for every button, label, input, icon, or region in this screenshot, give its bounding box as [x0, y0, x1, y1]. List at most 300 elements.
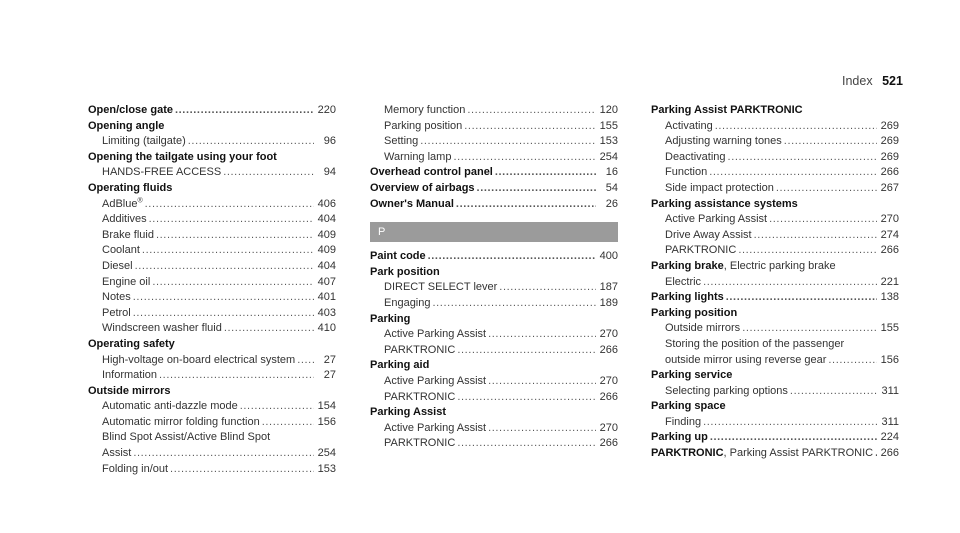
entry-text [88, 337, 175, 353]
dot-leader [477, 181, 596, 197]
entry-text [665, 275, 701, 291]
entry-label: Opening the tailgate using your foot [88, 150, 277, 163]
entry-label: Outside mirrors [665, 322, 741, 335]
entry-text [665, 415, 701, 431]
dot-leader [433, 296, 597, 312]
page-ref[interactable]: 266 [880, 447, 899, 460]
index-subentry[interactable] [370, 327, 618, 343]
index-subentry[interactable] [370, 374, 618, 390]
page-ref[interactable]: 153 [599, 135, 618, 148]
entry-text [665, 353, 826, 369]
index-subentry[interactable] [651, 275, 899, 291]
dot-leader [875, 446, 877, 462]
page-ref[interactable]: 404 [317, 259, 336, 272]
index-subentry[interactable] [370, 280, 618, 296]
index-heading[interactable] [370, 181, 618, 197]
dot-leader [133, 446, 314, 462]
entry-label: Overhead control panel [370, 166, 493, 179]
index-heading [651, 368, 899, 384]
page-ref[interactable]: 404 [317, 213, 336, 226]
entry-text [384, 150, 451, 166]
index-subentry[interactable] [370, 119, 618, 135]
index-subentry[interactable] [88, 368, 336, 384]
index-heading [651, 306, 899, 322]
page-ref[interactable]: 155 [599, 119, 618, 132]
page-ref[interactable]: 266 [599, 343, 618, 356]
entry-label: Information [102, 369, 158, 382]
entry-label: Open/close gate [88, 104, 173, 116]
dot-leader [726, 290, 877, 306]
entry-text [102, 415, 260, 431]
entry-text [665, 165, 707, 181]
entry-text [384, 280, 497, 296]
index-subentry[interactable] [370, 134, 618, 150]
dot-leader [133, 306, 314, 322]
page-ref[interactable]: 269 [880, 135, 899, 148]
entry-label: Finding [665, 415, 702, 428]
entry-text [665, 150, 726, 166]
page-ref[interactable]: 270 [599, 374, 618, 387]
entry-label: PARKTRONIC [665, 244, 737, 257]
entry-label: Warning lamp [384, 150, 452, 163]
index-subentry[interactable] [88, 197, 336, 213]
entry-label: Diesel [102, 259, 133, 272]
page-ref[interactable]: 224 [880, 431, 899, 444]
entry-label: Coolant [102, 244, 140, 257]
entry-text [370, 197, 454, 213]
entry-label: Engaging [384, 296, 431, 309]
page-ref[interactable]: 266 [599, 390, 618, 403]
entry-label: Parking space [651, 400, 726, 413]
dot-leader [467, 103, 596, 119]
index-subentry[interactable] [88, 259, 336, 275]
entry-text [88, 119, 164, 135]
index-subentry[interactable] [651, 321, 899, 337]
dot-leader [488, 374, 596, 390]
index-heading [651, 103, 899, 119]
index-heading[interactable] [651, 290, 899, 306]
dot-leader [170, 462, 314, 478]
dot-leader [457, 436, 596, 452]
entry-text [384, 327, 486, 343]
index-subentry[interactable] [370, 103, 618, 119]
dot-leader [488, 421, 596, 437]
entry-label: Notes [102, 291, 131, 304]
entry-text [651, 446, 873, 462]
page-ref[interactable]: 156 [317, 415, 336, 428]
dot-leader [428, 249, 596, 265]
entry-text [102, 353, 295, 369]
entry-text [102, 165, 221, 181]
dot-leader [709, 165, 877, 181]
dot-leader [776, 181, 877, 197]
index-subentry[interactable] [88, 134, 336, 150]
entry-label: Setting [384, 135, 419, 148]
entry-text [651, 259, 836, 275]
page-ref[interactable]: 120 [599, 104, 618, 116]
entry-text [651, 368, 732, 384]
dot-leader [769, 212, 877, 228]
entry-label: Paint code [370, 250, 426, 263]
entry-text [665, 243, 736, 259]
entry-label: AdBlue [102, 197, 138, 210]
dot-leader [142, 243, 314, 259]
dot-leader [175, 103, 314, 119]
entry-see-also: , Electric parking brake [723, 259, 836, 272]
dot-leader [457, 390, 596, 406]
entry-text [102, 290, 131, 306]
index-subentry[interactable] [651, 228, 899, 244]
page-ref[interactable]: 400 [599, 250, 618, 263]
dot-leader [728, 150, 877, 166]
index-heading[interactable] [370, 249, 618, 265]
dot-leader [152, 275, 314, 291]
dot-leader [149, 212, 314, 228]
index-column-2 [370, 103, 618, 452]
entry-label: Parking lights [651, 291, 724, 304]
entry-label: Parking position [384, 119, 463, 132]
page-ref[interactable]: 187 [599, 281, 618, 294]
entry-label: Selecting parking options [665, 384, 788, 397]
index-heading [88, 119, 336, 135]
entry-label: Active Parking Assist [665, 213, 768, 226]
entry-label: Deactivating [665, 150, 726, 163]
index-subentry[interactable] [370, 390, 618, 406]
page-ref[interactable]: 153 [317, 462, 336, 475]
page-ref[interactable]: 266 [599, 437, 618, 450]
entry-label: outside mirror using reverse gear [665, 353, 827, 366]
index-subentry[interactable] [370, 343, 618, 359]
page-ref[interactable]: 401 [317, 291, 336, 304]
entry-text [665, 321, 740, 337]
page-ref[interactable]: 254 [599, 150, 618, 163]
entry-label: Electric [665, 275, 702, 288]
index-heading [651, 399, 899, 415]
entry-text [384, 374, 486, 390]
entry-text [102, 368, 157, 384]
index-subentry[interactable] [88, 212, 336, 228]
dot-leader [464, 119, 596, 135]
entry-text [102, 243, 140, 259]
entry-label: Drive Away Assist [665, 228, 752, 241]
entry-label: Limiting (tailgate) [102, 135, 186, 148]
entry-label: Outside mirrors [88, 384, 171, 397]
dot-leader [488, 327, 596, 343]
dot-leader [703, 275, 877, 291]
page-ref[interactable]: 270 [880, 213, 899, 226]
index-heading [88, 337, 336, 353]
entry-text [370, 265, 440, 281]
entry-text [370, 358, 429, 374]
index-heading [88, 181, 336, 197]
entry-label: Memory function [384, 104, 466, 116]
index-heading [370, 405, 618, 421]
dot-leader [703, 415, 877, 431]
entry-label: Parking Assist [370, 406, 447, 419]
index-subentry[interactable] [370, 436, 618, 452]
index-subentry[interactable] [88, 306, 336, 322]
index-subentry[interactable] [651, 384, 899, 400]
index-heading [370, 312, 618, 328]
index-heading [88, 150, 336, 166]
entry-label: Operating safety [88, 337, 175, 350]
page-ref[interactable]: 266 [880, 244, 899, 257]
entry-text [102, 259, 133, 275]
page-ref[interactable]: 96 [323, 135, 336, 148]
entry-label: Brake fluid [102, 228, 154, 241]
index-subentry[interactable] [88, 243, 336, 259]
entry-text [370, 249, 426, 265]
index-subentry[interactable] [370, 296, 618, 312]
entry-text [384, 390, 455, 406]
index-subentry[interactable] [88, 415, 336, 431]
index-subentry[interactable] [651, 353, 899, 369]
entry-text [102, 212, 147, 228]
index-subentry[interactable] [88, 462, 336, 478]
entry-label: Petrol [102, 306, 131, 319]
index-heading [370, 265, 618, 281]
entry-label: Parking up [651, 431, 708, 444]
entry-text [88, 384, 171, 400]
entry-text [370, 312, 410, 328]
index-subentry[interactable] [651, 181, 899, 197]
index-subentry[interactable] [651, 119, 899, 135]
page-ref[interactable]: 155 [880, 322, 899, 335]
index-heading[interactable] [651, 430, 899, 446]
entry-label: Parking service [651, 369, 733, 382]
entry-text [384, 421, 486, 437]
page-ref[interactable]: 410 [317, 322, 336, 335]
index-heading[interactable] [651, 446, 899, 462]
entry-label: PARKTRONIC [384, 437, 456, 450]
dot-leader [297, 353, 314, 369]
page-ref[interactable]: 16 [605, 166, 618, 179]
page-ref[interactable]: 269 [880, 119, 899, 132]
page-ref[interactable]: 220 [317, 104, 336, 116]
entry-label: Additives [102, 213, 147, 226]
index-continuation [651, 337, 899, 353]
entry-label: Opening angle [88, 119, 165, 132]
page-ref[interactable]: 266 [880, 166, 899, 179]
page-header [842, 74, 903, 88]
index-subentry[interactable] [88, 321, 336, 337]
page-ref[interactable]: 138 [880, 291, 899, 304]
entry-label: Assist [102, 447, 132, 460]
entry-text [370, 165, 493, 181]
dot-leader [499, 280, 596, 296]
index-subentry[interactable] [88, 165, 336, 181]
entry-label: Function [665, 166, 708, 179]
entry-label: Parking Assist PARKTRONIC [651, 104, 803, 116]
index-column-3 [651, 103, 899, 462]
entry-text [102, 430, 270, 446]
entry-label: Parking position [651, 306, 738, 319]
entry-text [102, 134, 186, 150]
index-heading [88, 384, 336, 400]
page-ref[interactable]: 311 [881, 415, 899, 428]
page-ref[interactable]: 27 [323, 353, 336, 366]
dot-leader [738, 243, 877, 259]
index-heading[interactable] [88, 103, 336, 119]
index-heading[interactable] [370, 197, 618, 213]
entry-label: Active Parking Assist [384, 374, 487, 387]
dot-leader [262, 415, 314, 431]
index-subentry[interactable] [651, 134, 899, 150]
entry-text [665, 337, 844, 353]
entry-text [651, 306, 737, 322]
page-ref[interactable]: 269 [880, 150, 899, 163]
entry-text [384, 134, 418, 150]
section-letter-bar: P [370, 222, 618, 242]
index-subentry[interactable] [88, 399, 336, 415]
dot-leader [188, 134, 314, 150]
entry-text [102, 446, 131, 462]
index-subentry[interactable] [370, 421, 618, 437]
entry-label: Automatic anti-dazzle mode [102, 400, 238, 413]
dot-leader [790, 384, 877, 400]
dot-leader [159, 368, 314, 384]
index-column-1 [88, 103, 336, 477]
entry-label: Operating fluids [88, 181, 173, 194]
entry-text [102, 275, 150, 291]
index-subentry[interactable] [88, 446, 336, 462]
index-subentry[interactable] [370, 150, 618, 166]
dot-leader [456, 197, 596, 213]
dot-leader [457, 343, 596, 359]
page-ref[interactable]: 311 [881, 384, 899, 397]
entry-label: HANDS-FREE ACCESS [102, 166, 222, 179]
index-subentry[interactable] [651, 415, 899, 431]
entry-label: Blind Spot Assist/Active Blind Spot [102, 431, 271, 444]
entry-label: Automatic mirror folding function [102, 415, 260, 428]
index-heading [651, 259, 899, 275]
entry-text [102, 462, 168, 478]
index-subentry[interactable] [88, 353, 336, 369]
entry-label: High-voltage on-board electrical system [102, 353, 296, 366]
index-heading[interactable] [370, 165, 618, 181]
entry-label: Park position [370, 265, 440, 278]
entry-text [651, 103, 803, 119]
page-ref[interactable]: 267 [880, 181, 899, 194]
entry-text [651, 399, 726, 415]
entry-label: Folding in/out [102, 462, 169, 475]
entry-text [384, 103, 465, 119]
page-ref[interactable]: 409 [317, 228, 336, 241]
index-subentry[interactable] [651, 150, 899, 166]
entry-text [370, 181, 475, 197]
page-ref[interactable]: 27 [323, 369, 336, 382]
dot-leader [420, 134, 596, 150]
entry-text [102, 306, 131, 322]
entry-text [665, 228, 752, 244]
entry-label: Parking aid [370, 359, 430, 372]
index-subentry[interactable] [651, 212, 899, 228]
dot-leader [742, 321, 877, 337]
page-ref[interactable]: 270 [599, 328, 618, 341]
dot-leader [156, 228, 314, 244]
page-ref[interactable]: 94 [323, 166, 336, 179]
entry-label: PARKTRONIC [651, 447, 724, 460]
entry-text [651, 430, 708, 446]
index-subentry[interactable] [88, 275, 336, 291]
dot-leader [784, 134, 877, 150]
page-ref[interactable]: 154 [317, 400, 336, 413]
entry-text [651, 197, 798, 213]
dot-leader [715, 119, 877, 135]
entry-text [102, 399, 238, 415]
entry-text [665, 181, 774, 197]
page-ref[interactable]: 156 [880, 353, 899, 366]
entry-label: Side impact protection [665, 181, 774, 194]
entry-text [102, 321, 222, 337]
entry-label: Windscreen washer fluid [102, 322, 222, 335]
dot-leader [133, 290, 314, 306]
page-ref[interactable]: 189 [599, 296, 618, 309]
entry-text [384, 343, 455, 359]
dot-leader [710, 430, 877, 446]
page-ref[interactable]: 221 [880, 275, 899, 288]
entry-label: Adjusting warning tones [665, 135, 782, 148]
entry-label: Activating [665, 119, 713, 132]
index-heading [651, 197, 899, 213]
entry-text [88, 181, 172, 197]
entry-label: Storing the position of the passenger [665, 337, 845, 350]
page-ref[interactable]: 407 [317, 275, 336, 288]
page-ref[interactable]: 274 [880, 228, 899, 241]
entry-label: Active Parking Assist [384, 421, 487, 434]
entry-text [384, 119, 462, 135]
index-subentry[interactable] [651, 243, 899, 259]
entry-text [88, 103, 173, 119]
entry-text [88, 150, 277, 166]
dot-leader [240, 399, 314, 415]
dot-leader [495, 165, 596, 181]
page-ref[interactable]: 270 [599, 421, 618, 434]
page-ref[interactable]: 406 [317, 197, 336, 210]
entry-label: Owner's Manual [370, 197, 454, 210]
page-ref[interactable]: 54 [605, 181, 618, 194]
dot-leader [453, 150, 596, 166]
entry-text [665, 384, 788, 400]
entry-label: Parking assistance systems [651, 197, 798, 210]
entry-label: Active Parking Assist [384, 328, 487, 341]
page-ref[interactable]: 403 [317, 306, 336, 319]
entry-label: Engine oil [102, 275, 151, 288]
index-continuation [88, 430, 336, 446]
entry-text [102, 197, 143, 213]
page-ref[interactable]: 254 [317, 447, 336, 460]
entry-label: Parking [370, 312, 411, 325]
entry-see-also: , Parking Assist PARKTRONIC [723, 447, 874, 460]
entry-label: PARKTRONIC [384, 390, 456, 403]
index-label: Index [842, 74, 873, 88]
index-subentry[interactable] [651, 165, 899, 181]
index-subentry[interactable] [88, 228, 336, 244]
dot-leader [224, 321, 314, 337]
page-ref[interactable]: 409 [317, 244, 336, 257]
dot-leader [145, 197, 314, 213]
entry-text [384, 296, 431, 312]
index-heading [370, 358, 618, 374]
entry-label: PARKTRONIC [384, 343, 456, 356]
entry-text [651, 290, 724, 306]
dot-leader [135, 259, 314, 275]
page-ref[interactable]: 26 [605, 197, 618, 210]
index-subentry[interactable] [88, 290, 336, 306]
dot-leader [754, 228, 877, 244]
entry-text [665, 212, 767, 228]
entry-label: DIRECT SELECT lever [384, 281, 498, 294]
